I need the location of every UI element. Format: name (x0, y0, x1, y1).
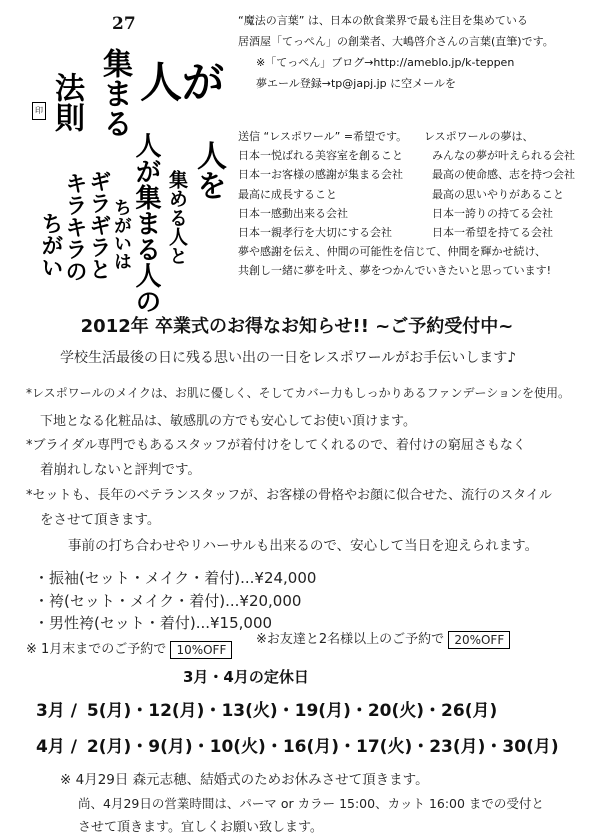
discount-badge-20: 20%OFF (448, 631, 510, 649)
note-line: させて頂きます。宜しくお願い致します。 (78, 820, 323, 835)
discount-row-2 (256, 628, 510, 649)
phrase-col1: 人を (191, 140, 226, 200)
rules-row (238, 185, 583, 204)
body-line: をさせて頂きます。 (40, 512, 161, 528)
intro-line: 夢エール登録→tp@japj.jp に空メールを (256, 77, 456, 90)
note-line: ※ 4月29日 森元志穂、結婚式のためお休みさせて頂きます。 (60, 772, 429, 788)
phrase-col3: 人が集まる人の (131, 132, 161, 314)
phrase-col5: ギラギラと (86, 170, 112, 280)
march-label: 3月 / (36, 701, 77, 721)
intro-block (238, 10, 578, 94)
rules-right: 最高の思いやりがあること (432, 187, 564, 201)
march-row (36, 696, 497, 721)
rules-left: 日本一お客様の感謝が集まる会社 (238, 168, 403, 182)
rules-block (238, 127, 583, 281)
phrase-col4: ちがいは (111, 198, 132, 270)
title-line1: 人が (140, 58, 225, 107)
rules-left: 日本一感動出来る会社 (238, 206, 348, 220)
body-line: 事前の打ち合わせやリハーサルも出来るので、安心して当日を迎えられます。 (68, 538, 539, 554)
rules-closing2: 共創し一緒に夢を叶え、夢をつかんでいきたいと思っています! (238, 264, 552, 278)
rules-header (238, 127, 583, 146)
body-line: *レスポワールのメイクは、お肌に優しく、そしてカバー力もしっかりあるファンデーションを使用。 (26, 386, 570, 400)
body-line: *ブライダル専門でもあるスタッフが着付けをしてくれるので、着付けの窮屈さもなく (26, 438, 526, 453)
headline: 2012年 卒業式のお得なお知らせ!! ~ご予約受付中~ (80, 316, 514, 337)
april-days: 2(月)・9(月)・10(火)・16(月)・17(火)・23(月)・30(月) (86, 737, 559, 757)
note-line: 尚、4月29日の営業時間は、パーマ or カラー 15:00、カット 16:00 までの受付と (78, 796, 544, 811)
phrase-col2: 集める人と (166, 170, 188, 265)
holiday-title: 3月・4月の定休日 (183, 668, 309, 686)
rules-header-right: レスポワールの夢は、 (424, 130, 534, 143)
rules-right: 日本一希望を持てる会社 (432, 226, 553, 240)
title-line3: 法則 (49, 72, 84, 132)
body-line: 学校生活最後の日に残る思い出の一日をレスポワールがお手伝いします♪ (60, 350, 517, 366)
discount-row (26, 638, 232, 659)
price-mens-hakama: ・男性袴(セット・着付)...¥15,000 (34, 614, 273, 632)
rules-right: 最高の使命感、志を持つ会社 (432, 168, 575, 182)
seal-stamp: 印 (32, 102, 46, 120)
title-line2: 集まる (97, 48, 132, 138)
discount-text-2: ※お友達と2名様以上のご予約で (256, 632, 445, 647)
march-days: 5(月)・12(月)・13(火)・19(月)・20(火)・26(月) (86, 701, 498, 721)
price-furisode: ・振袖(セット・メイク・着付)...¥24,000 (34, 569, 317, 587)
rules-left: 日本一悦ばれる美容室を創ること (238, 149, 403, 163)
discount-text-1: ※ 1月末までのご予約で (26, 642, 167, 657)
rules-header-left: 送信 “レスポワール” =希望です。 (238, 130, 408, 143)
intro-line: 居酒屋「てっぺん」の創業者、大嶋啓介さんの言葉(直筆)です。 (238, 35, 554, 48)
rules-right: 日本一誇りの持てる会社 (432, 206, 553, 220)
april-label: 4月 / (36, 737, 77, 757)
intro-line: ※「てっぺん」ブログ→http://ameblo.jp/k-teppen (256, 56, 515, 69)
body-line: 下地となる化粧品は、敏感肌の方でも安心してお使い頂けます。 (40, 414, 416, 429)
body-line: 着崩れしないと評判です。 (40, 462, 201, 478)
rules-right: みんなの夢が叶えられる会社 (432, 149, 575, 163)
phrase-col6: キラキラの (62, 172, 88, 282)
rules-row (238, 223, 583, 242)
april-row (36, 732, 559, 757)
page-number: 27 (112, 14, 136, 34)
intro-line: “魔法の言葉” は、日本の飲食業界で最も注目を集めている (238, 14, 528, 27)
discount-badge-10: 10%OFF (170, 641, 232, 659)
price-hakama: ・袴(セット・メイク・着付)...¥20,000 (34, 592, 302, 610)
rules-row (238, 204, 583, 223)
rules-left: 日本一親孝行を大切にする会社 (238, 226, 392, 240)
rules-left: 最高に成長すること (238, 187, 337, 201)
phrase-col7: ちがい (38, 212, 64, 278)
body-line: *セットも、長年のベテランスタッフが、お客様の骨格やお顔に似合せた、流行のスタイル (26, 488, 552, 503)
rules-row (238, 165, 583, 184)
rules-closing1: 夢や感謝を伝え、仲間の可能性を信じて、仲間を輝かせ続け、 (238, 245, 546, 259)
rules-row (238, 146, 583, 165)
